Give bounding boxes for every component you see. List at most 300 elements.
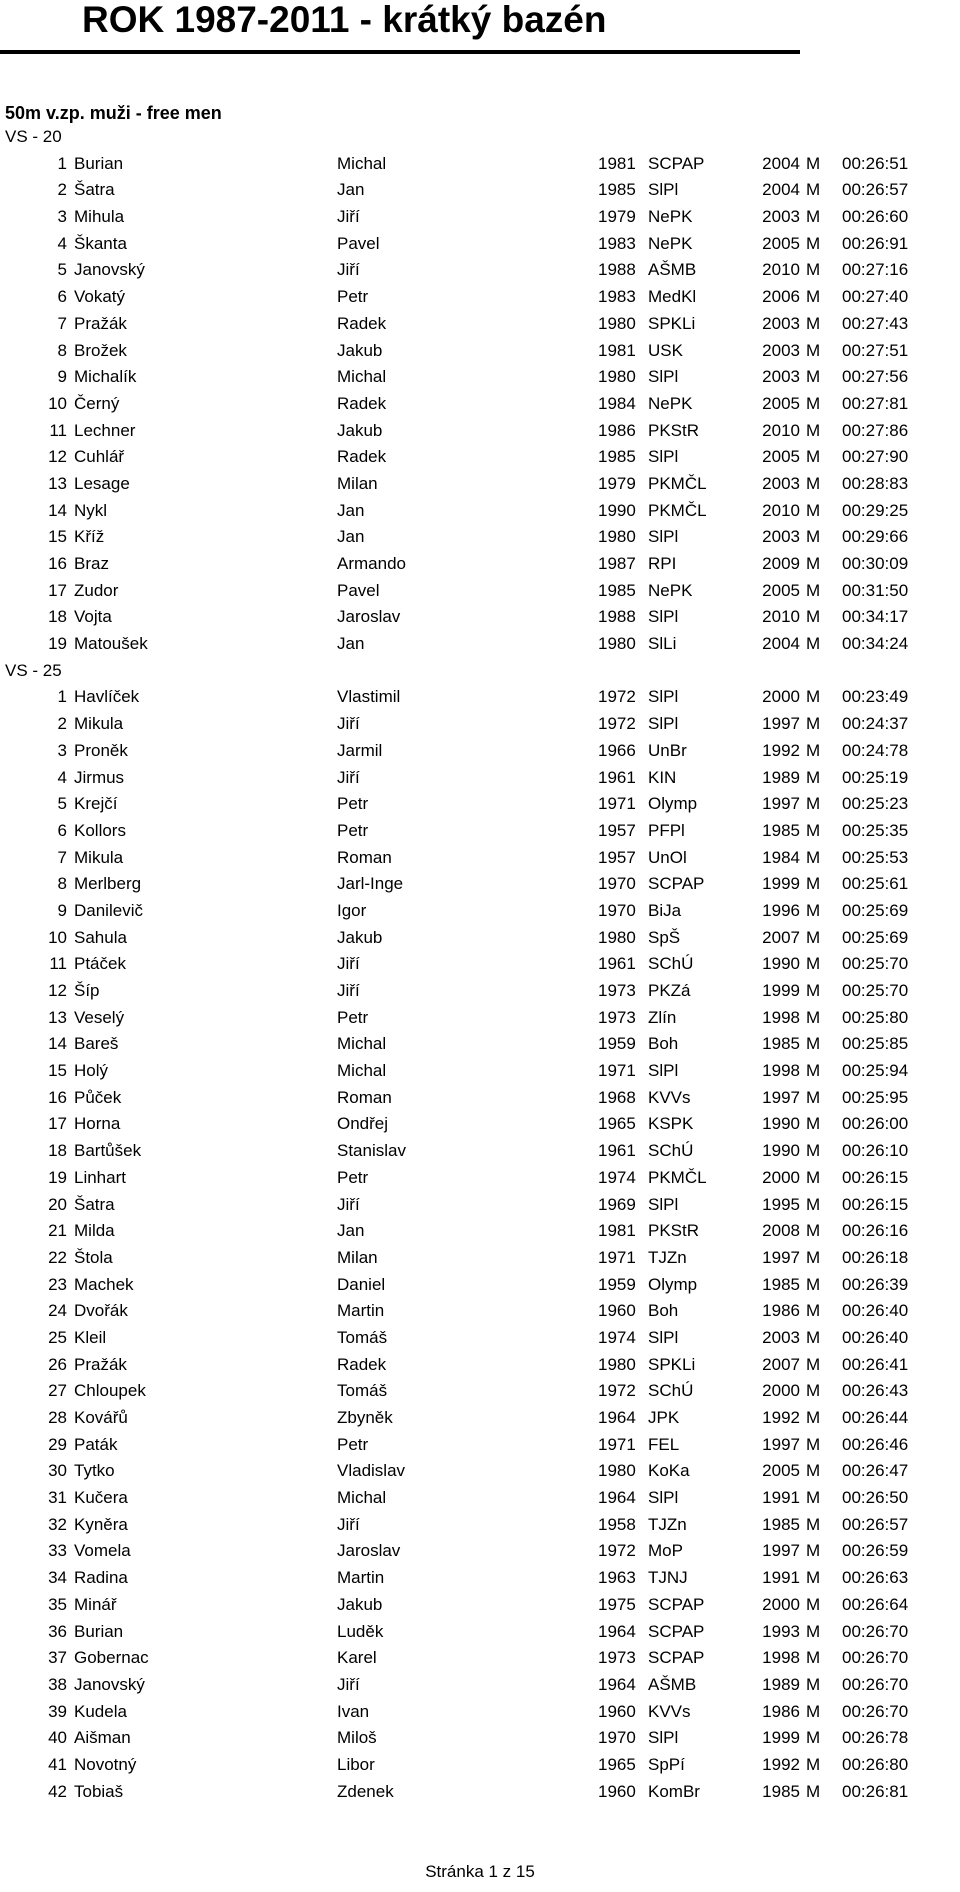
age-group-label: VS - 25 bbox=[5, 660, 62, 680]
table-row bbox=[0, 257, 960, 284]
cell-rank: 7 bbox=[57, 847, 67, 867]
cell-season: 1999 bbox=[762, 874, 800, 894]
cell-surname: Černý bbox=[74, 393, 120, 413]
cell-surname: Mihula bbox=[74, 207, 125, 227]
cell-year: 1987 bbox=[598, 554, 636, 573]
table-row bbox=[0, 898, 960, 925]
cell-time: 00:25:69 bbox=[842, 900, 909, 920]
cell-surname: Milda bbox=[74, 1221, 115, 1241]
cell-year: 1971 bbox=[598, 794, 636, 814]
cell-season: 2010 bbox=[762, 420, 800, 440]
cell-surname: Lechner bbox=[74, 420, 136, 440]
table-row bbox=[0, 1458, 960, 1485]
cell-time: 00:26:57 bbox=[842, 180, 909, 200]
cell-season: 2010 bbox=[762, 260, 800, 280]
cell-season: 1996 bbox=[762, 900, 800, 920]
cell-season: 1985 bbox=[762, 820, 800, 840]
cell-rank: 7 bbox=[57, 313, 67, 333]
cell-sex: M bbox=[806, 847, 821, 867]
cell-season: 2009 bbox=[762, 554, 800, 573]
cell-rank: 15 bbox=[48, 1061, 67, 1081]
cell-club: SpPí bbox=[648, 1754, 685, 1774]
cell-year: 1968 bbox=[598, 1087, 636, 1107]
cell-first: Ondřej bbox=[337, 1114, 389, 1134]
cell-first: Petr bbox=[337, 287, 369, 307]
table-row bbox=[0, 1325, 960, 1352]
cell-surname: Veselý bbox=[74, 1007, 125, 1027]
cell-rank: 20 bbox=[48, 1194, 67, 1214]
cell-rank: 18 bbox=[48, 1141, 67, 1161]
cell-club: PKStR bbox=[648, 420, 700, 440]
table-row bbox=[0, 444, 960, 471]
table-row bbox=[0, 925, 960, 952]
cell-sex: M bbox=[806, 180, 821, 200]
cell-surname: Matoušek bbox=[74, 634, 148, 654]
cell-first: Michal bbox=[337, 1061, 387, 1081]
cell-year: 1971 bbox=[598, 1247, 636, 1267]
cell-club: JPK bbox=[648, 1408, 680, 1427]
cell-sex: M bbox=[806, 233, 821, 253]
table-row bbox=[0, 1378, 960, 1405]
cell-year: 1964 bbox=[598, 1488, 636, 1508]
cell-sex: M bbox=[806, 767, 821, 787]
cell-year: 1985 bbox=[598, 180, 636, 200]
cell-rank: 1 bbox=[57, 153, 67, 173]
cell-rank: 3 bbox=[57, 207, 67, 227]
cell-first: Jakub bbox=[337, 420, 383, 440]
cell-surname: Štola bbox=[74, 1247, 113, 1267]
table-row bbox=[0, 1405, 960, 1432]
cell-club: Olymp bbox=[648, 1274, 698, 1294]
table-row bbox=[0, 524, 960, 551]
cell-sex: M bbox=[806, 340, 821, 360]
table-row bbox=[0, 1699, 960, 1726]
cell-club: SlPl bbox=[648, 607, 679, 627]
cell-year: 1981 bbox=[598, 340, 636, 360]
cell-rank: 16 bbox=[48, 554, 67, 573]
cell-rank: 33 bbox=[48, 1541, 67, 1561]
cell-year: 1972 bbox=[598, 714, 636, 734]
cell-year: 1972 bbox=[598, 687, 636, 707]
cell-year: 1980 bbox=[598, 1354, 636, 1374]
cell-time: 00:26:46 bbox=[842, 1434, 909, 1454]
cell-time: 00:26:16 bbox=[842, 1221, 909, 1241]
cell-time: 00:26:15 bbox=[842, 1194, 909, 1214]
table-row bbox=[0, 1085, 960, 1112]
cell-rank: 41 bbox=[48, 1754, 67, 1774]
cell-sex: M bbox=[806, 740, 821, 760]
cell-sex: M bbox=[806, 1408, 821, 1427]
cell-sex: M bbox=[806, 900, 821, 920]
cell-year: 1983 bbox=[598, 287, 636, 307]
cell-sex: M bbox=[806, 1514, 821, 1534]
cell-time: 00:29:25 bbox=[842, 500, 909, 520]
cell-first: Petr bbox=[337, 1007, 369, 1027]
table-row bbox=[0, 1352, 960, 1379]
cell-surname: Bareš bbox=[74, 1034, 119, 1054]
cell-year: 1961 bbox=[598, 767, 636, 787]
cell-surname: Kyněra bbox=[74, 1514, 128, 1534]
table-row bbox=[0, 364, 960, 391]
table-row bbox=[0, 1672, 960, 1699]
cell-sex: M bbox=[806, 153, 821, 173]
cell-surname: Tytko bbox=[74, 1461, 115, 1481]
cell-sex: M bbox=[806, 313, 821, 333]
cell-first: Zdenek bbox=[337, 1781, 394, 1801]
cell-year: 1958 bbox=[598, 1514, 636, 1534]
cell-sex: M bbox=[806, 1594, 821, 1614]
cell-time: 00:25:70 bbox=[842, 981, 909, 1000]
cell-season: 2000 bbox=[762, 687, 800, 707]
cell-sex: M bbox=[806, 1781, 821, 1801]
cell-rank: 19 bbox=[48, 1167, 67, 1187]
cell-year: 1970 bbox=[598, 1728, 636, 1748]
cell-surname: Havlíček bbox=[74, 687, 140, 707]
cell-season: 1997 bbox=[762, 1087, 800, 1107]
cell-season: 1997 bbox=[762, 794, 800, 814]
cell-first: Martin bbox=[337, 1301, 385, 1321]
cell-sex: M bbox=[806, 634, 821, 654]
table-row bbox=[0, 1592, 960, 1619]
cell-rank: 18 bbox=[48, 607, 67, 627]
cell-club: SlPl bbox=[648, 1327, 679, 1347]
cell-first: Jiří bbox=[337, 714, 360, 734]
cell-year: 1975 bbox=[598, 1594, 636, 1614]
cell-surname: Machek bbox=[74, 1274, 134, 1294]
cell-season: 2008 bbox=[762, 1221, 800, 1241]
cell-sex: M bbox=[806, 260, 821, 280]
cell-first: Jiří bbox=[337, 207, 360, 227]
cell-rank: 14 bbox=[48, 500, 67, 520]
cell-club: SlPl bbox=[648, 367, 679, 387]
cell-year: 1988 bbox=[598, 260, 636, 280]
cell-club: MoP bbox=[648, 1541, 683, 1561]
cell-first: Jan bbox=[337, 1221, 365, 1241]
cell-sex: M bbox=[806, 1621, 821, 1641]
table-row bbox=[0, 1058, 960, 1085]
cell-year: 1964 bbox=[598, 1408, 636, 1427]
cell-season: 2010 bbox=[762, 607, 800, 627]
cell-year: 1981 bbox=[598, 153, 636, 173]
cell-first: Radek bbox=[337, 393, 387, 413]
cell-first: Ivan bbox=[337, 1701, 370, 1721]
cell-rank: 2 bbox=[57, 180, 67, 200]
table-row bbox=[0, 1565, 960, 1592]
cell-time: 00:26:59 bbox=[842, 1541, 909, 1561]
cell-first: Jakub bbox=[337, 340, 383, 360]
cell-rank: 9 bbox=[57, 367, 67, 387]
cell-sex: M bbox=[806, 1034, 821, 1054]
cell-club: TJZn bbox=[648, 1514, 687, 1534]
cell-club: KIN bbox=[648, 767, 677, 787]
cell-sex: M bbox=[806, 393, 821, 413]
cell-sex: M bbox=[806, 714, 821, 734]
cell-surname: Šatra bbox=[74, 1194, 115, 1214]
table-row bbox=[0, 818, 960, 845]
cell-surname: Burian bbox=[74, 153, 124, 173]
cell-surname: Pražák bbox=[74, 313, 127, 333]
cell-club: FEL bbox=[648, 1434, 680, 1454]
cell-year: 1972 bbox=[598, 1541, 636, 1561]
cell-sex: M bbox=[806, 1247, 821, 1267]
cell-surname: Jirmus bbox=[74, 767, 125, 787]
cell-club: PFPl bbox=[648, 820, 685, 840]
table-row bbox=[0, 765, 960, 792]
cell-rank: 34 bbox=[48, 1568, 67, 1588]
cell-club: SCPAP bbox=[648, 1648, 705, 1668]
cell-sex: M bbox=[806, 1674, 821, 1694]
cell-season: 2000 bbox=[762, 1594, 800, 1614]
cell-sex: M bbox=[806, 1274, 821, 1294]
event-heading: 50m v.zp. muži - free men bbox=[5, 103, 222, 123]
cell-surname: Mikula bbox=[74, 714, 124, 734]
cell-sex: M bbox=[806, 1754, 821, 1774]
table-row bbox=[0, 1752, 960, 1779]
cell-rank: 10 bbox=[48, 393, 67, 413]
cell-sex: M bbox=[806, 1488, 821, 1508]
cell-first: Petr bbox=[337, 1167, 369, 1187]
cell-club: PKMČL bbox=[648, 473, 707, 493]
cell-time: 00:29:66 bbox=[842, 527, 909, 547]
cell-time: 00:27:16 bbox=[842, 260, 909, 280]
cell-first: Roman bbox=[337, 847, 392, 867]
table-row bbox=[0, 1272, 960, 1299]
cell-rank: 6 bbox=[57, 820, 67, 840]
cell-rank: 36 bbox=[48, 1621, 67, 1641]
cell-year: 1971 bbox=[598, 1434, 636, 1454]
cell-season: 1991 bbox=[762, 1488, 800, 1508]
cell-season: 1997 bbox=[762, 714, 800, 734]
cell-sex: M bbox=[806, 447, 821, 467]
cell-club: SChÚ bbox=[648, 1381, 694, 1401]
cell-rank: 28 bbox=[48, 1408, 67, 1427]
table-row bbox=[0, 684, 960, 711]
table-row bbox=[0, 1138, 960, 1165]
cell-first: Jarmil bbox=[337, 740, 383, 760]
cell-surname: Brožek bbox=[74, 340, 127, 360]
cell-first: Miloš bbox=[337, 1728, 377, 1748]
cell-time: 00:25:53 bbox=[842, 847, 909, 867]
cell-surname: Danilevič bbox=[74, 900, 143, 920]
cell-first: Radek bbox=[337, 313, 387, 333]
cell-rank: 24 bbox=[48, 1301, 67, 1321]
cell-club: TJNJ bbox=[648, 1568, 688, 1588]
cell-season: 2003 bbox=[762, 207, 800, 227]
cell-rank: 15 bbox=[48, 527, 67, 547]
table-row bbox=[0, 1619, 960, 1646]
cell-time: 00:25:95 bbox=[842, 1087, 909, 1107]
cell-season: 1985 bbox=[762, 1274, 800, 1294]
cell-rank: 35 bbox=[48, 1594, 67, 1614]
cell-year: 1974 bbox=[598, 1327, 636, 1347]
cell-club: PKZá bbox=[648, 981, 691, 1000]
cell-year: 1983 bbox=[598, 233, 636, 253]
cell-first: Jaroslav bbox=[337, 607, 401, 627]
cell-year: 1961 bbox=[598, 1141, 636, 1161]
cell-club: SChÚ bbox=[648, 1141, 694, 1161]
cell-time: 00:26:50 bbox=[842, 1488, 909, 1508]
cell-first: Radek bbox=[337, 447, 387, 467]
cell-sex: M bbox=[806, 420, 821, 440]
table-row bbox=[0, 1485, 960, 1512]
cell-time: 00:27:86 bbox=[842, 420, 909, 440]
cell-time: 00:26:80 bbox=[842, 1754, 909, 1774]
cell-rank: 8 bbox=[57, 340, 67, 360]
cell-time: 00:30:09 bbox=[842, 554, 909, 573]
cell-club: Zlín bbox=[648, 1007, 677, 1027]
cell-year: 1965 bbox=[598, 1114, 636, 1134]
cell-time: 00:26:18 bbox=[842, 1247, 909, 1267]
cell-year: 1957 bbox=[598, 847, 636, 867]
table-row bbox=[0, 551, 960, 578]
table-row bbox=[0, 951, 960, 978]
cell-club: SlPl bbox=[648, 1194, 679, 1214]
table-row bbox=[0, 845, 960, 872]
cell-year: 1960 bbox=[598, 1781, 636, 1801]
cell-surname: Kollors bbox=[74, 820, 126, 840]
cell-time: 00:26:64 bbox=[842, 1594, 909, 1614]
cell-rank: 42 bbox=[48, 1781, 67, 1801]
cell-year: 1959 bbox=[598, 1034, 636, 1054]
cell-rank: 29 bbox=[48, 1434, 67, 1454]
table-row bbox=[0, 631, 960, 658]
cell-first: Jarl-Inge bbox=[337, 874, 404, 894]
cell-first: Armando bbox=[337, 554, 406, 573]
table-row bbox=[0, 1005, 960, 1032]
cell-surname: Kudela bbox=[74, 1701, 127, 1721]
cell-rank: 4 bbox=[57, 233, 67, 253]
cell-season: 1998 bbox=[762, 1061, 800, 1081]
cell-season: 1990 bbox=[762, 954, 800, 974]
cell-rank: 4 bbox=[57, 767, 67, 787]
cell-year: 1961 bbox=[598, 954, 636, 974]
cell-season: 1992 bbox=[762, 740, 800, 760]
cell-surname: Tobiaš bbox=[74, 1781, 124, 1801]
cell-first: Vlastimil bbox=[337, 687, 401, 707]
cell-surname: Krejčí bbox=[74, 794, 118, 814]
cell-season: 1986 bbox=[762, 1701, 800, 1721]
cell-year: 1964 bbox=[598, 1621, 636, 1641]
cell-surname: Burian bbox=[74, 1621, 124, 1641]
cell-club: SlPl bbox=[648, 714, 679, 734]
cell-sex: M bbox=[806, 1141, 821, 1161]
cell-first: Pavel bbox=[337, 580, 380, 600]
cell-time: 00:26:10 bbox=[842, 1141, 909, 1161]
cell-rank: 9 bbox=[57, 900, 67, 920]
table-row bbox=[0, 338, 960, 365]
cell-surname: Zudor bbox=[74, 580, 119, 600]
cell-first: Jakub bbox=[337, 1594, 383, 1614]
cell-season: 1997 bbox=[762, 1247, 800, 1267]
cell-surname: Mikula bbox=[74, 847, 124, 867]
cell-club: Olymp bbox=[648, 794, 698, 814]
cell-time: 00:27:51 bbox=[842, 340, 909, 360]
cell-season: 2004 bbox=[762, 180, 800, 200]
table-row bbox=[0, 578, 960, 605]
table-row bbox=[0, 978, 960, 1005]
cell-season: 1986 bbox=[762, 1301, 800, 1321]
cell-club: SCPAP bbox=[648, 1594, 705, 1614]
cell-club: SlPl bbox=[648, 527, 679, 547]
cell-year: 1980 bbox=[598, 927, 636, 947]
cell-season: 2005 bbox=[762, 1461, 800, 1481]
cell-season: 2003 bbox=[762, 313, 800, 333]
cell-season: 2005 bbox=[762, 393, 800, 413]
cell-time: 00:24:37 bbox=[842, 714, 909, 734]
cell-club: RPI bbox=[648, 554, 677, 573]
cell-year: 1979 bbox=[598, 473, 636, 493]
cell-first: Pavel bbox=[337, 233, 380, 253]
cell-time: 00:26:39 bbox=[842, 1274, 909, 1294]
cell-sex: M bbox=[806, 1167, 821, 1187]
cell-sex: M bbox=[806, 927, 821, 947]
cell-club: KoKa bbox=[648, 1461, 690, 1481]
cell-first: Milan bbox=[337, 1247, 378, 1267]
cell-season: 1985 bbox=[762, 1781, 800, 1801]
cell-club: Boh bbox=[648, 1034, 679, 1054]
cell-club: PKMČL bbox=[648, 1167, 707, 1187]
cell-sex: M bbox=[806, 794, 821, 814]
table-row bbox=[0, 391, 960, 418]
cell-first: Jan bbox=[337, 500, 365, 520]
cell-season: 1995 bbox=[762, 1194, 800, 1214]
cell-season: 1985 bbox=[762, 1514, 800, 1534]
title-underline bbox=[0, 50, 800, 54]
cell-first: Jan bbox=[337, 634, 365, 654]
cell-club: UnOl bbox=[648, 847, 687, 867]
cell-year: 1985 bbox=[598, 447, 636, 467]
cell-first: Jakub bbox=[337, 927, 383, 947]
cell-time: 00:34:24 bbox=[842, 634, 909, 654]
cell-sex: M bbox=[806, 1327, 821, 1347]
cell-surname: Michalík bbox=[74, 367, 137, 387]
page-title: ROK 1987-2011 - krátký bazén bbox=[82, 0, 607, 40]
cell-sex: M bbox=[806, 1194, 821, 1214]
cell-sex: M bbox=[806, 473, 821, 493]
table-row bbox=[0, 231, 960, 258]
cell-surname: Janovský bbox=[74, 1674, 145, 1694]
cell-season: 1985 bbox=[762, 1034, 800, 1054]
cell-first: Milan bbox=[337, 473, 378, 493]
cell-rank: 13 bbox=[48, 1007, 67, 1027]
cell-sex: M bbox=[806, 1221, 821, 1241]
cell-club: KVVs bbox=[648, 1087, 691, 1107]
cell-rank: 21 bbox=[48, 1221, 67, 1241]
cell-season: 2000 bbox=[762, 1167, 800, 1187]
table-row bbox=[0, 1245, 960, 1272]
cell-club: SlPl bbox=[648, 687, 679, 707]
cell-first: Michal bbox=[337, 153, 387, 173]
cell-first: Petr bbox=[337, 1434, 369, 1454]
cell-rank: 40 bbox=[48, 1728, 67, 1748]
cell-rank: 3 bbox=[57, 740, 67, 760]
table-row bbox=[0, 1031, 960, 1058]
cell-first: Petr bbox=[337, 794, 369, 814]
page-footer: Stránka 1 z 15 bbox=[425, 1862, 535, 1881]
cell-club: USK bbox=[648, 340, 683, 360]
cell-surname: Horna bbox=[74, 1114, 121, 1134]
table-row bbox=[0, 1218, 960, 1245]
cell-time: 00:26:60 bbox=[842, 207, 909, 227]
cell-sex: M bbox=[806, 367, 821, 387]
cell-surname: Lesage bbox=[74, 473, 130, 493]
table-row bbox=[0, 1779, 960, 1806]
table-row bbox=[0, 1298, 960, 1325]
cell-year: 1990 bbox=[598, 500, 636, 520]
cell-sex: M bbox=[806, 1461, 821, 1481]
cell-time: 00:26:15 bbox=[842, 1167, 909, 1187]
cell-first: Jiří bbox=[337, 1194, 360, 1214]
